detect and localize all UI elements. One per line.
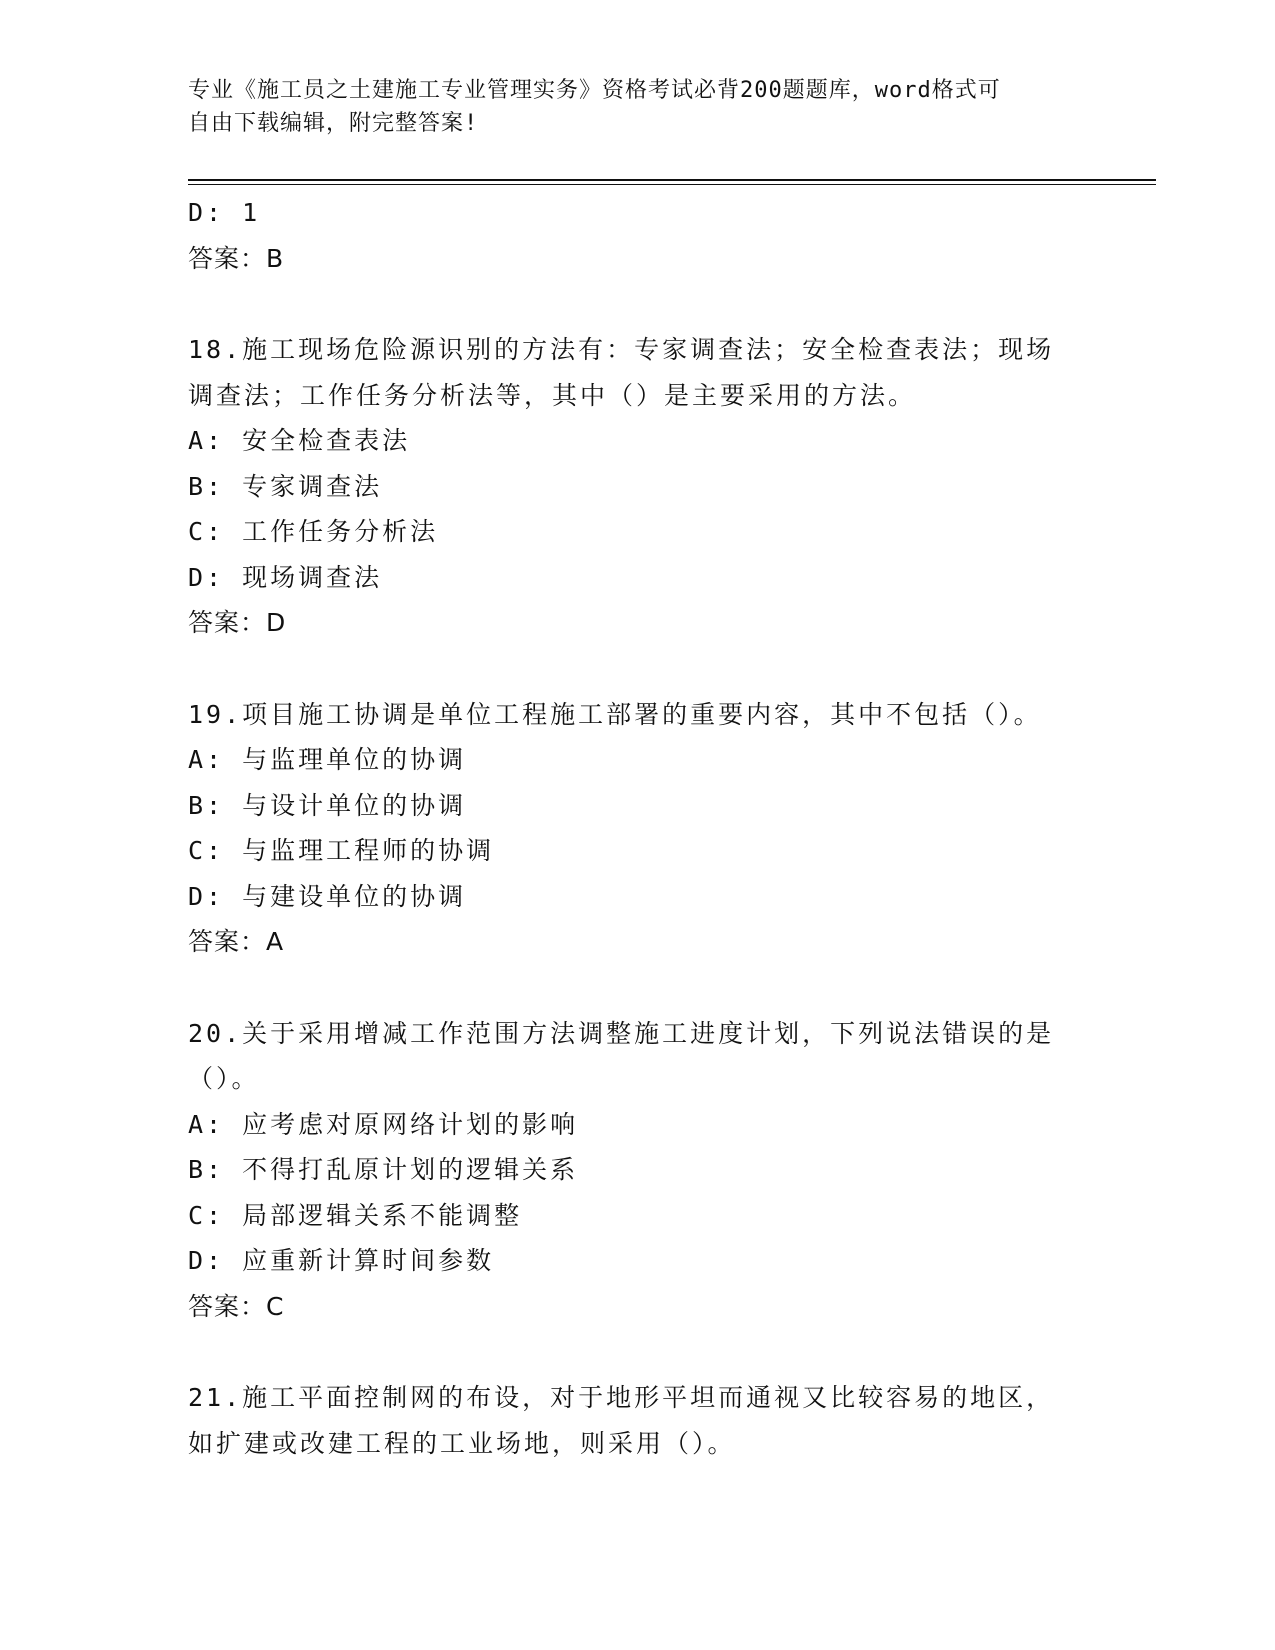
spacer bbox=[188, 1329, 1088, 1375]
option-c: C: 工作任务分析法 bbox=[188, 517, 439, 546]
option-b: B: 专家调查法 bbox=[188, 471, 383, 501]
option-a: A: 与监理单位的协调 bbox=[188, 745, 467, 774]
question-text-line: （）。 bbox=[188, 1064, 260, 1093]
option-c: C: 局部逻辑关系不能调整 bbox=[188, 1200, 523, 1230]
option-b: B: 与设计单位的协调 bbox=[188, 790, 467, 820]
option-c: C: 与监理工程师的协调 bbox=[188, 836, 495, 865]
answer-line: 答案：D bbox=[188, 608, 287, 637]
header-line-1: 专业《施工员之土建施工专业管理实务》资格考试必背200题题库，word格式可 bbox=[188, 78, 1001, 103]
answer-line: 答案：A bbox=[188, 927, 285, 956]
header-divider-thin bbox=[188, 184, 1156, 185]
option-d: D: 现场调查法 bbox=[188, 562, 383, 592]
answer-line: 答案：B bbox=[188, 243, 285, 273]
previous-question-tail bbox=[188, 190, 1088, 281]
spacer bbox=[188, 646, 1088, 692]
answer-line: 答案：C bbox=[188, 1291, 285, 1321]
question-text-line: 19.项目施工协调是单位工程施工部署的重要内容，其中不包括（）。 bbox=[188, 699, 1042, 729]
question-text-line: 21.施工平面控制网的布设，对于地形平坦而通视又比较容易的地区， bbox=[188, 1383, 1055, 1412]
question-19 bbox=[188, 692, 1088, 965]
question-text-line: 20.关于采用增减工作范围方法调整施工进度计划，下列说法错误的是 bbox=[188, 1018, 1055, 1048]
question-text-line: 如扩建或改建工程的工业场地，则采用（）。 bbox=[188, 1428, 736, 1458]
question-list bbox=[188, 190, 1088, 1466]
header-line-2: 自由下载编辑，附完整答案! bbox=[188, 111, 479, 136]
question-20 bbox=[188, 1011, 1088, 1330]
question-text-line: 调查法；工作任务分析法等，其中（）是主要采用的方法。 bbox=[188, 380, 917, 410]
option-d: D: 与建设单位的协调 bbox=[188, 881, 467, 911]
spacer bbox=[188, 281, 1088, 327]
spacer bbox=[188, 965, 1088, 1011]
question-text-line: 18.施工现场危险源识别的方法有：专家调查法；安全检查表法；现场 bbox=[188, 335, 1055, 364]
question-18 bbox=[188, 327, 1088, 646]
document-header bbox=[188, 74, 1068, 140]
option-b: B: 不得打乱原计划的逻辑关系 bbox=[188, 1155, 579, 1184]
option-d: D: 1 bbox=[188, 198, 261, 227]
question-21 bbox=[188, 1375, 1088, 1466]
option-a: A: 安全检查表法 bbox=[188, 426, 411, 455]
header-divider-thick bbox=[188, 179, 1156, 181]
option-d: D: 应重新计算时间参数 bbox=[188, 1246, 495, 1275]
option-a: A: 应考虑对原网络计划的影响 bbox=[188, 1109, 579, 1139]
